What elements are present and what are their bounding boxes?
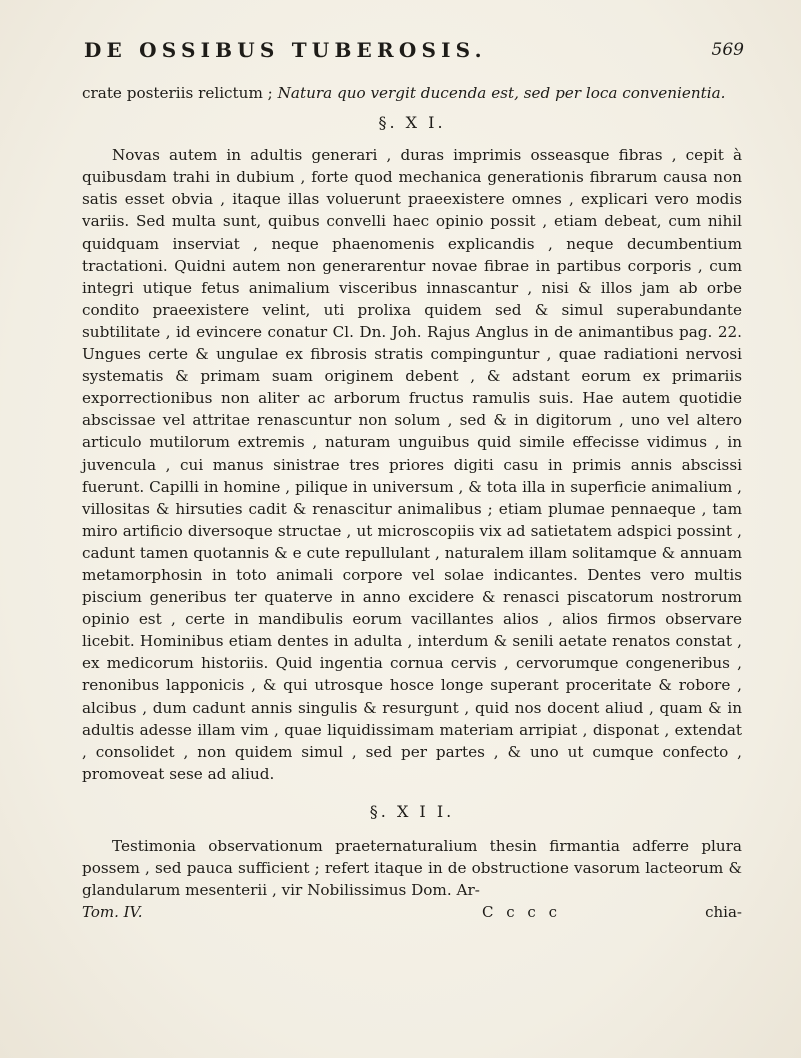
- volume-marker: Tom. IV.: [82, 903, 143, 922]
- catchline: [82, 901, 742, 923]
- paragraph-12: Testimonia observationum praeternaturalium thesin firmantia adferre plura possem , sed pauca sufficient ; refert itaque in de obstructione vasorum lacteorum & glandularum mesenterii , vir Nobilissimus Dom. Ar-: [82, 837, 742, 900]
- section-heading-11: §. X I.: [378, 113, 446, 133]
- catchword: chia-: [705, 903, 742, 922]
- section-heading-12: §. X I I.: [369, 801, 455, 821]
- body-text: [82, 82, 742, 923]
- page-number: 569: [711, 40, 744, 60]
- intro-line: [82, 82, 742, 104]
- paragraph-11: Novas autem in adultis generari , duras imprimis osseasque fibras , cepit à quibusdam trahi in dubium , forte quod mechanica generationis fibrarum causa non satis esset obvia , itaque illas voluerunt praeexistere omnes , explicari vero modis variis. Sed multa sunt, quibus convelli haec opinio possit , etiam debeat, cum nihil quidquam inserviat , neque phaenomenis explicandis , neque decumbentium tractationi. Quidni autem non generarentur novae fibrae in partibus corporis , cum integri utique fetus animalium visceribus innascantur , nisi & illos jam ab orbe condito praeexistere velint, uti prolixa quidem sed & simul superabundante subtilitate , id evincere conatur Cl. Dn. Joh. Rajus Anglus in de animantibus pag. 22. Ungues certe & ungulae ex fibrosis stratis compinguntur , quae radiationi nervosi systematis & primam suam originem debent , & adstant eorum ex primariis exporrectionibus non aliter ac arborum fructus ramulis suis. Hae autem quotidie abscissae vel attritae renascuntur non solum , sed & in digitorum , uno vel altero articulo mutilorum extremis , naturam unguibus quid simile effecisse vidimus , in juvencula , cui manus sinistrae tres priores digiti casu in primis annis abscissi fuerunt. Capilli in homine , pilique in universum , & tota illa in superficie animalium , villositas & hirsuties cadit & renascitur animalibus ; etiam plumae pennaeque , tam miro artificio diversoque structae , ut microscopiis vix ad satietatem adspici possint , cadunt tamen quotannis & e cute repullulant , naturalem illam solitamque & annuam metamorphosin in toto animali corpore vel solae indicantes. Dentes vero multis piscium generibus ter quaterve in anno excidere & renasci piscatorum nostrorum opinio est , certe in mandibulis eorum vacillantes alios , alios firmos observare licebit. Hominibus etiam dentes in adulta , interdum & senili aetate renatos constat , ex medicorum historiis. Quid ingentia cornua cervis , cervorumque congeneribus , renonibus lapponicis , & qui utrosque hosce longe superant proceritate & robore , alcibus , dum cadunt annis singulis & resurgunt , quid nos docent aliud , quam & in adultis adesse illam vim , quae liquidissimam materiam arripiat , disponat , extendat , consolidet , non quidem simul , sed per partes , & uno ut cumque confecto , promoveat sese ad aliud.: [82, 146, 742, 783]
- running-title: DE OSSIBUS TUBEROSIS.: [84, 38, 487, 62]
- signature-mark: C c c c: [482, 903, 561, 922]
- intro-italic-quote: Natura quo vergit ducenda est, sed per loca convenientia.: [277, 84, 726, 102]
- intro-lead: crate posteriis relictum ;: [82, 84, 273, 102]
- page-header: [84, 38, 744, 68]
